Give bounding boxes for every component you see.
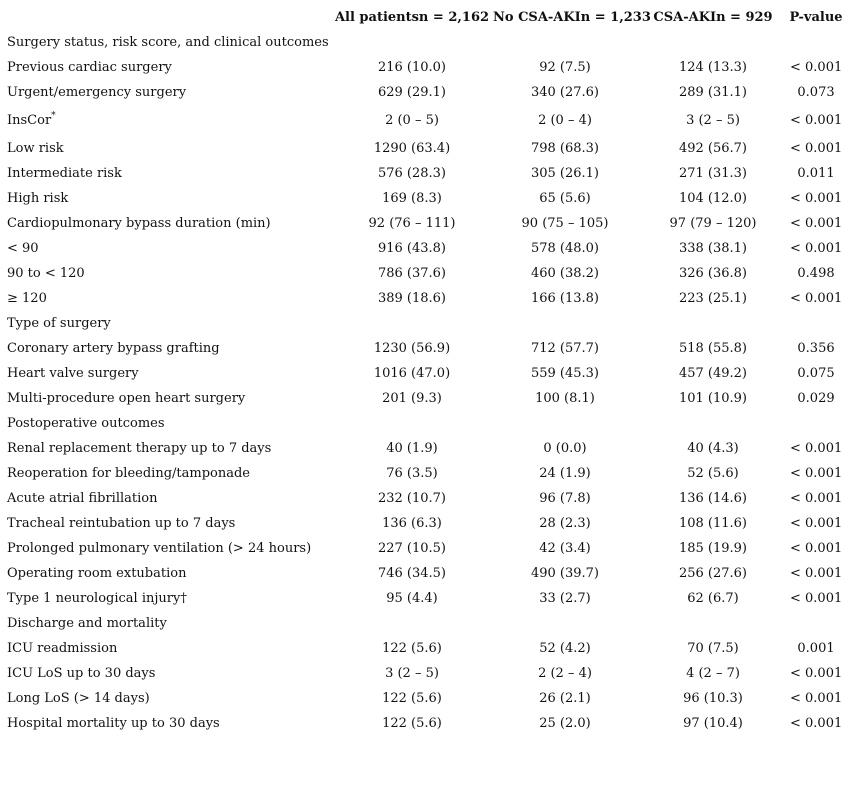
cell-no-csa-aki: 100 (8.1) (535, 391, 595, 406)
cell-no-csa-aki: 0 (0.0) (543, 441, 587, 456)
cell-csa-aki: 101 (10.9) (678, 391, 748, 406)
table-row (4, 586, 844, 611)
row-label-text: Tracheal reintubation up to 7 days (7, 516, 236, 531)
cell-p-value: 0.029 (797, 391, 835, 406)
row-label-text: InsCor (7, 113, 52, 128)
row-label-text: High risk (7, 191, 69, 206)
cell-no-csa-aki: 712 (57.7) (530, 341, 600, 356)
cell-no-csa-aki: 92 (7.5) (539, 60, 591, 75)
row-label (4, 586, 332, 611)
row-label (4, 211, 332, 236)
cell-all-patients: 122 (5.6) (382, 691, 442, 706)
header-cell-no-csa-aki: No CSA-AKIn = 1,233 (493, 9, 651, 25)
table-row (4, 536, 844, 561)
table-row (4, 161, 844, 186)
row-label-text: ≥ 120 (7, 291, 47, 306)
cell-no-csa-aki (492, 311, 638, 336)
cell-all-patients: 3 (2 – 5) (385, 666, 439, 681)
row-label-text: Operating room extubation (7, 566, 187, 581)
cell-no-csa-aki (492, 411, 638, 436)
cell-csa-aki: 326 (36.8) (678, 266, 748, 281)
cell-no-csa-aki: 559 (45.3) (530, 366, 600, 381)
table-header (4, 4, 844, 30)
cell-csa-aki: 492 (56.7) (678, 141, 748, 156)
outcomes-table (4, 4, 844, 736)
cell-p-value: < 0.001 (790, 141, 843, 156)
row-label-text: < 90 (7, 241, 39, 256)
cell-p-value: < 0.001 (790, 241, 843, 256)
cell-no-csa-aki: 52 (4.2) (539, 641, 591, 656)
row-label (4, 486, 332, 511)
cell-p-value: 0.073 (797, 85, 835, 100)
cell-no-csa-aki (492, 30, 638, 55)
row-label (4, 536, 332, 561)
cell-csa-aki: 96 (10.3) (683, 691, 743, 706)
cell-no-csa-aki: 25 (2.0) (539, 716, 591, 731)
cell-csa-aki: 97 (10.4) (683, 716, 743, 731)
row-label (4, 105, 332, 136)
cell-p-value: < 0.001 (790, 516, 843, 531)
cell-p-value: < 0.001 (790, 566, 843, 581)
cell-csa-aki: 185 (19.9) (678, 541, 748, 556)
table-row (4, 286, 844, 311)
row-label-text: Prolonged pulmonary ventilation (> 24 hours) (7, 541, 312, 556)
cell-no-csa-aki: 24 (1.9) (539, 466, 591, 481)
cell-no-csa-aki: 798 (68.3) (530, 141, 600, 156)
table-row (4, 661, 844, 686)
cell-p-value: < 0.001 (790, 441, 843, 456)
row-label (4, 711, 332, 736)
table-row (4, 30, 844, 55)
cell-csa-aki: 338 (38.1) (678, 241, 748, 256)
cell-all-patients: 40 (1.9) (386, 441, 438, 456)
cell-p-value: < 0.001 (790, 716, 843, 731)
table-row (4, 211, 844, 236)
cell-csa-aki: 40 (4.3) (687, 441, 739, 456)
table-row (4, 386, 844, 411)
row-label-text: Multi-procedure open heart surgery (7, 391, 246, 406)
cell-csa-aki: 223 (25.1) (678, 291, 748, 306)
table-row (4, 80, 844, 105)
row-label (4, 261, 332, 286)
cell-csa-aki: 62 (6.7) (687, 591, 739, 606)
table-row (4, 436, 844, 461)
cell-p-value: 0.001 (797, 641, 835, 656)
cell-all-patients: 201 (9.3) (382, 391, 442, 406)
cell-csa-aki (638, 30, 788, 55)
cell-p-value: < 0.001 (790, 113, 843, 128)
cell-p-value (788, 30, 844, 55)
table-row (4, 711, 844, 736)
cell-p-value: 0.011 (797, 166, 835, 181)
cell-csa-aki: 289 (31.1) (678, 85, 748, 100)
cell-p-value: < 0.001 (790, 216, 843, 231)
cell-no-csa-aki: 490 (39.7) (530, 566, 600, 581)
cell-no-csa-aki: 305 (26.1) (530, 166, 600, 181)
cell-no-csa-aki: 90 (75 – 105) (521, 216, 609, 231)
row-label (4, 236, 332, 261)
header-row (4, 4, 844, 30)
table-row (4, 55, 844, 80)
cell-p-value: < 0.001 (790, 541, 843, 556)
row-label-text: Low risk (7, 141, 64, 156)
cell-csa-aki: 70 (7.5) (687, 641, 739, 656)
cell-csa-aki: 108 (11.6) (678, 516, 748, 531)
cell-no-csa-aki: 33 (2.7) (539, 591, 591, 606)
cell-csa-aki (638, 411, 788, 436)
table-body (4, 30, 844, 736)
cell-csa-aki: 97 (79 – 120) (669, 216, 757, 231)
table-row (4, 336, 844, 361)
cell-no-csa-aki: 166 (13.8) (530, 291, 600, 306)
row-label-text: Type of surgery (7, 316, 111, 331)
row-label-text: ICU LoS up to 30 days (7, 666, 156, 681)
table-row (4, 261, 844, 286)
cell-p-value (788, 611, 844, 636)
row-label-text: Renal replacement therapy up to 7 days (7, 441, 272, 456)
cell-p-value: < 0.001 (790, 591, 843, 606)
cell-csa-aki: 124 (13.3) (678, 60, 748, 75)
cell-all-patients: 746 (34.5) (377, 566, 447, 581)
table-row (4, 311, 844, 336)
row-label-text: ICU readmission (7, 641, 118, 656)
table-row (4, 636, 844, 661)
cell-all-patients (332, 311, 492, 336)
row-label (4, 186, 332, 211)
cell-all-patients: 92 (76 – 111) (368, 216, 456, 231)
cell-no-csa-aki: 26 (2.1) (539, 691, 591, 706)
cell-p-value (788, 311, 844, 336)
cell-all-patients: 576 (28.3) (377, 166, 447, 181)
row-label-text: Coronary artery bypass grafting (7, 341, 220, 356)
cell-csa-aki: 136 (14.6) (678, 491, 748, 506)
cell-no-csa-aki: 340 (27.6) (530, 85, 600, 100)
cell-all-patients: 786 (37.6) (377, 266, 447, 281)
cell-p-value: 0.075 (797, 366, 835, 381)
cell-p-value: < 0.001 (790, 666, 843, 681)
row-label-text: Heart valve surgery (7, 366, 139, 381)
row-label-text: Acute atrial fibrillation (7, 491, 158, 506)
row-label (4, 161, 332, 186)
row-label (4, 636, 332, 661)
cell-no-csa-aki: 96 (7.8) (539, 491, 591, 506)
table-row (4, 611, 844, 636)
row-label (4, 561, 332, 586)
cell-all-patients (332, 30, 492, 55)
header-cell-p-value: P-value (789, 9, 843, 25)
cell-all-patients: 1290 (63.4) (373, 141, 451, 156)
table-row (4, 361, 844, 386)
cell-csa-aki: 3 (2 – 5) (686, 113, 740, 128)
row-label (4, 661, 332, 686)
cell-csa-aki: 104 (12.0) (678, 191, 748, 206)
row-label (4, 80, 332, 105)
cell-csa-aki: 256 (27.6) (678, 566, 748, 581)
row-label (4, 30, 332, 55)
cell-no-csa-aki: 578 (48.0) (530, 241, 600, 256)
cell-all-patients: 227 (10.5) (377, 541, 447, 556)
row-label (4, 361, 332, 386)
cell-p-value: 0.356 (797, 341, 835, 356)
table-row (4, 511, 844, 536)
row-label (4, 386, 332, 411)
row-label-text: Intermediate risk (7, 166, 122, 181)
row-label (4, 511, 332, 536)
cell-no-csa-aki: 65 (5.6) (539, 191, 591, 206)
cell-no-csa-aki (492, 611, 638, 636)
cell-all-patients: 389 (18.6) (377, 291, 447, 306)
row-label (4, 461, 332, 486)
cell-no-csa-aki: 28 (2.3) (539, 516, 591, 531)
row-label (4, 311, 332, 336)
cell-all-patients: 1230 (56.9) (373, 341, 451, 356)
row-label-text: Long LoS (> 14 days) (7, 691, 150, 706)
cell-all-patients: 629 (29.1) (377, 85, 447, 100)
cell-csa-aki (638, 611, 788, 636)
cell-p-value: < 0.001 (790, 191, 843, 206)
row-label (4, 686, 332, 711)
row-label-text: 90 to < 120 (7, 266, 85, 281)
row-label-text: Surgery status, risk score, and clinical outcomes (7, 35, 329, 50)
cell-no-csa-aki: 2 (2 – 4) (538, 666, 592, 681)
row-label (4, 336, 332, 361)
cell-all-patients: 216 (10.0) (377, 60, 447, 75)
cell-csa-aki: 4 (2 – 7) (686, 666, 740, 681)
row-label (4, 55, 332, 80)
cell-all-patients: 169 (8.3) (382, 191, 442, 206)
row-label-text: Urgent/emergency surgery (7, 85, 187, 100)
cell-no-csa-aki: 460 (38.2) (530, 266, 600, 281)
table-row (4, 186, 844, 211)
cell-p-value: < 0.001 (790, 466, 843, 481)
cell-p-value: < 0.001 (790, 491, 843, 506)
table-row (4, 236, 844, 261)
cell-all-patients (332, 611, 492, 636)
cell-all-patients: 232 (10.7) (377, 491, 447, 506)
header-cell-all-patients: All patientsn = 2,162 (334, 9, 490, 25)
row-label (4, 611, 332, 636)
row-label-text: Cardiopulmonary bypass duration (min) (7, 216, 271, 231)
row-label-text: Discharge and mortality (7, 616, 167, 631)
cell-p-value: < 0.001 (790, 60, 843, 75)
table-row (4, 486, 844, 511)
table-row (4, 136, 844, 161)
table-row (4, 561, 844, 586)
cell-all-patients: 916 (43.8) (377, 241, 447, 256)
cell-csa-aki (638, 311, 788, 336)
cell-p-value: < 0.001 (790, 691, 843, 706)
cell-all-patients: 76 (3.5) (386, 466, 438, 481)
cell-all-patients: 1016 (47.0) (373, 366, 451, 381)
cell-no-csa-aki: 2 (0 – 4) (538, 113, 592, 128)
row-label-text: Reoperation for bleeding/tamponade (7, 466, 250, 481)
cell-csa-aki: 52 (5.6) (687, 466, 739, 481)
cell-all-patients: 122 (5.6) (382, 641, 442, 656)
row-label-text: Previous cardiac surgery (7, 60, 172, 75)
cell-p-value: 0.498 (797, 266, 835, 281)
table-row (4, 411, 844, 436)
row-label (4, 136, 332, 161)
table-row (4, 105, 844, 136)
header-cell-csa-aki: CSA-AKIn = 929 (653, 9, 773, 25)
cell-csa-aki: 271 (31.3) (678, 166, 748, 181)
row-label-text: Type 1 neurological injury† (7, 591, 187, 606)
cell-no-csa-aki: 42 (3.4) (539, 541, 591, 556)
cell-all-patients (332, 411, 492, 436)
row-label (4, 286, 332, 311)
cell-p-value: < 0.001 (790, 291, 843, 306)
row-label-text: Hospital mortality up to 30 days (7, 716, 220, 731)
header-cell-label (4, 4, 332, 30)
cell-all-patients: 122 (5.6) (382, 716, 442, 731)
cell-csa-aki: 457 (49.2) (678, 366, 748, 381)
cell-all-patients: 2 (0 – 5) (385, 113, 439, 128)
table-row (4, 461, 844, 486)
cell-csa-aki: 518 (55.8) (678, 341, 748, 356)
cell-p-value (788, 411, 844, 436)
footnote-marker: * (51, 111, 56, 121)
row-label (4, 436, 332, 461)
table-row (4, 686, 844, 711)
cell-all-patients: 95 (4.4) (386, 591, 438, 606)
cell-all-patients: 136 (6.3) (382, 516, 442, 531)
row-label (4, 411, 332, 436)
row-label-text: Postoperative outcomes (7, 416, 165, 431)
